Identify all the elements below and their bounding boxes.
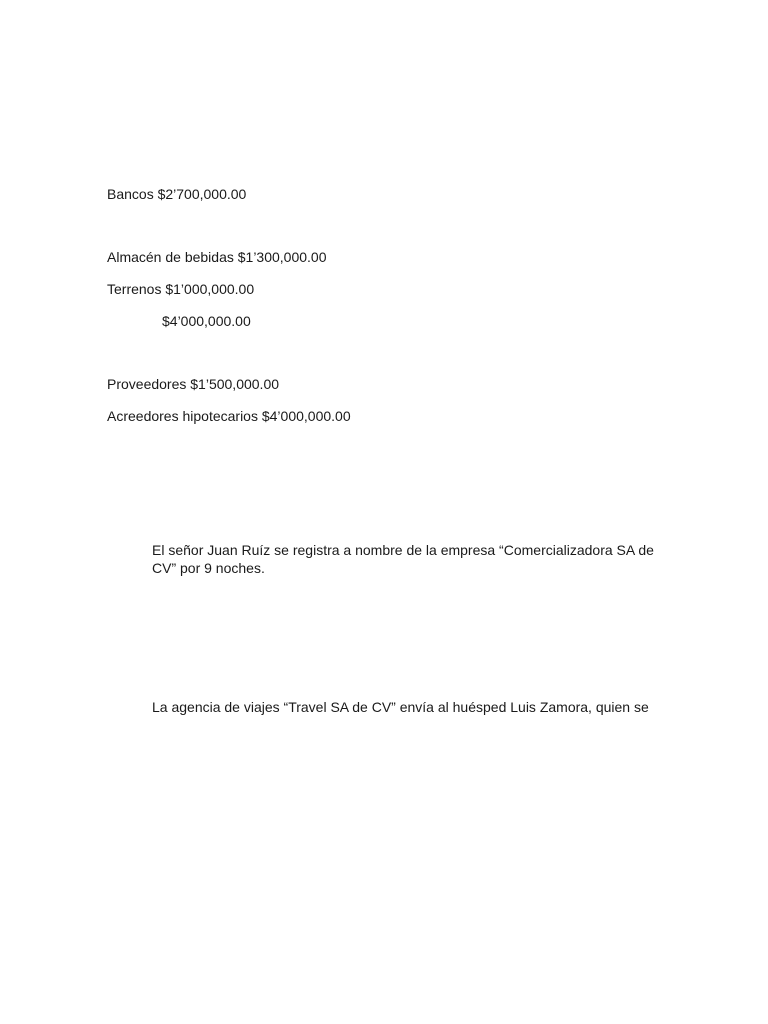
account-line-proveedores: Proveedores $1’500,000.00 [107,376,280,392]
subtotal-amount: $4’000,000.00 [162,313,251,329]
account-line-bancos: Bancos $2’700,000.00 [107,186,247,202]
account-line-terrenos: Terrenos $1’000,000.00 [107,281,255,297]
paragraph-travel-agency: La agencia de viajes “Travel SA de CV” envía al huésped Luis Zamora, quien se [152,699,649,715]
account-line-almacen: Almacén de bebidas $1’300,000.00 [107,249,327,265]
paragraph-juan-ruiz: El señor Juan Ruíz se registra a nombre de la empresa “Comercializadora SA de CV” por 9 noches. [152,542,654,576]
account-line-acreedores: Acreedores hipotecarios $4’000,000.00 [107,408,351,424]
